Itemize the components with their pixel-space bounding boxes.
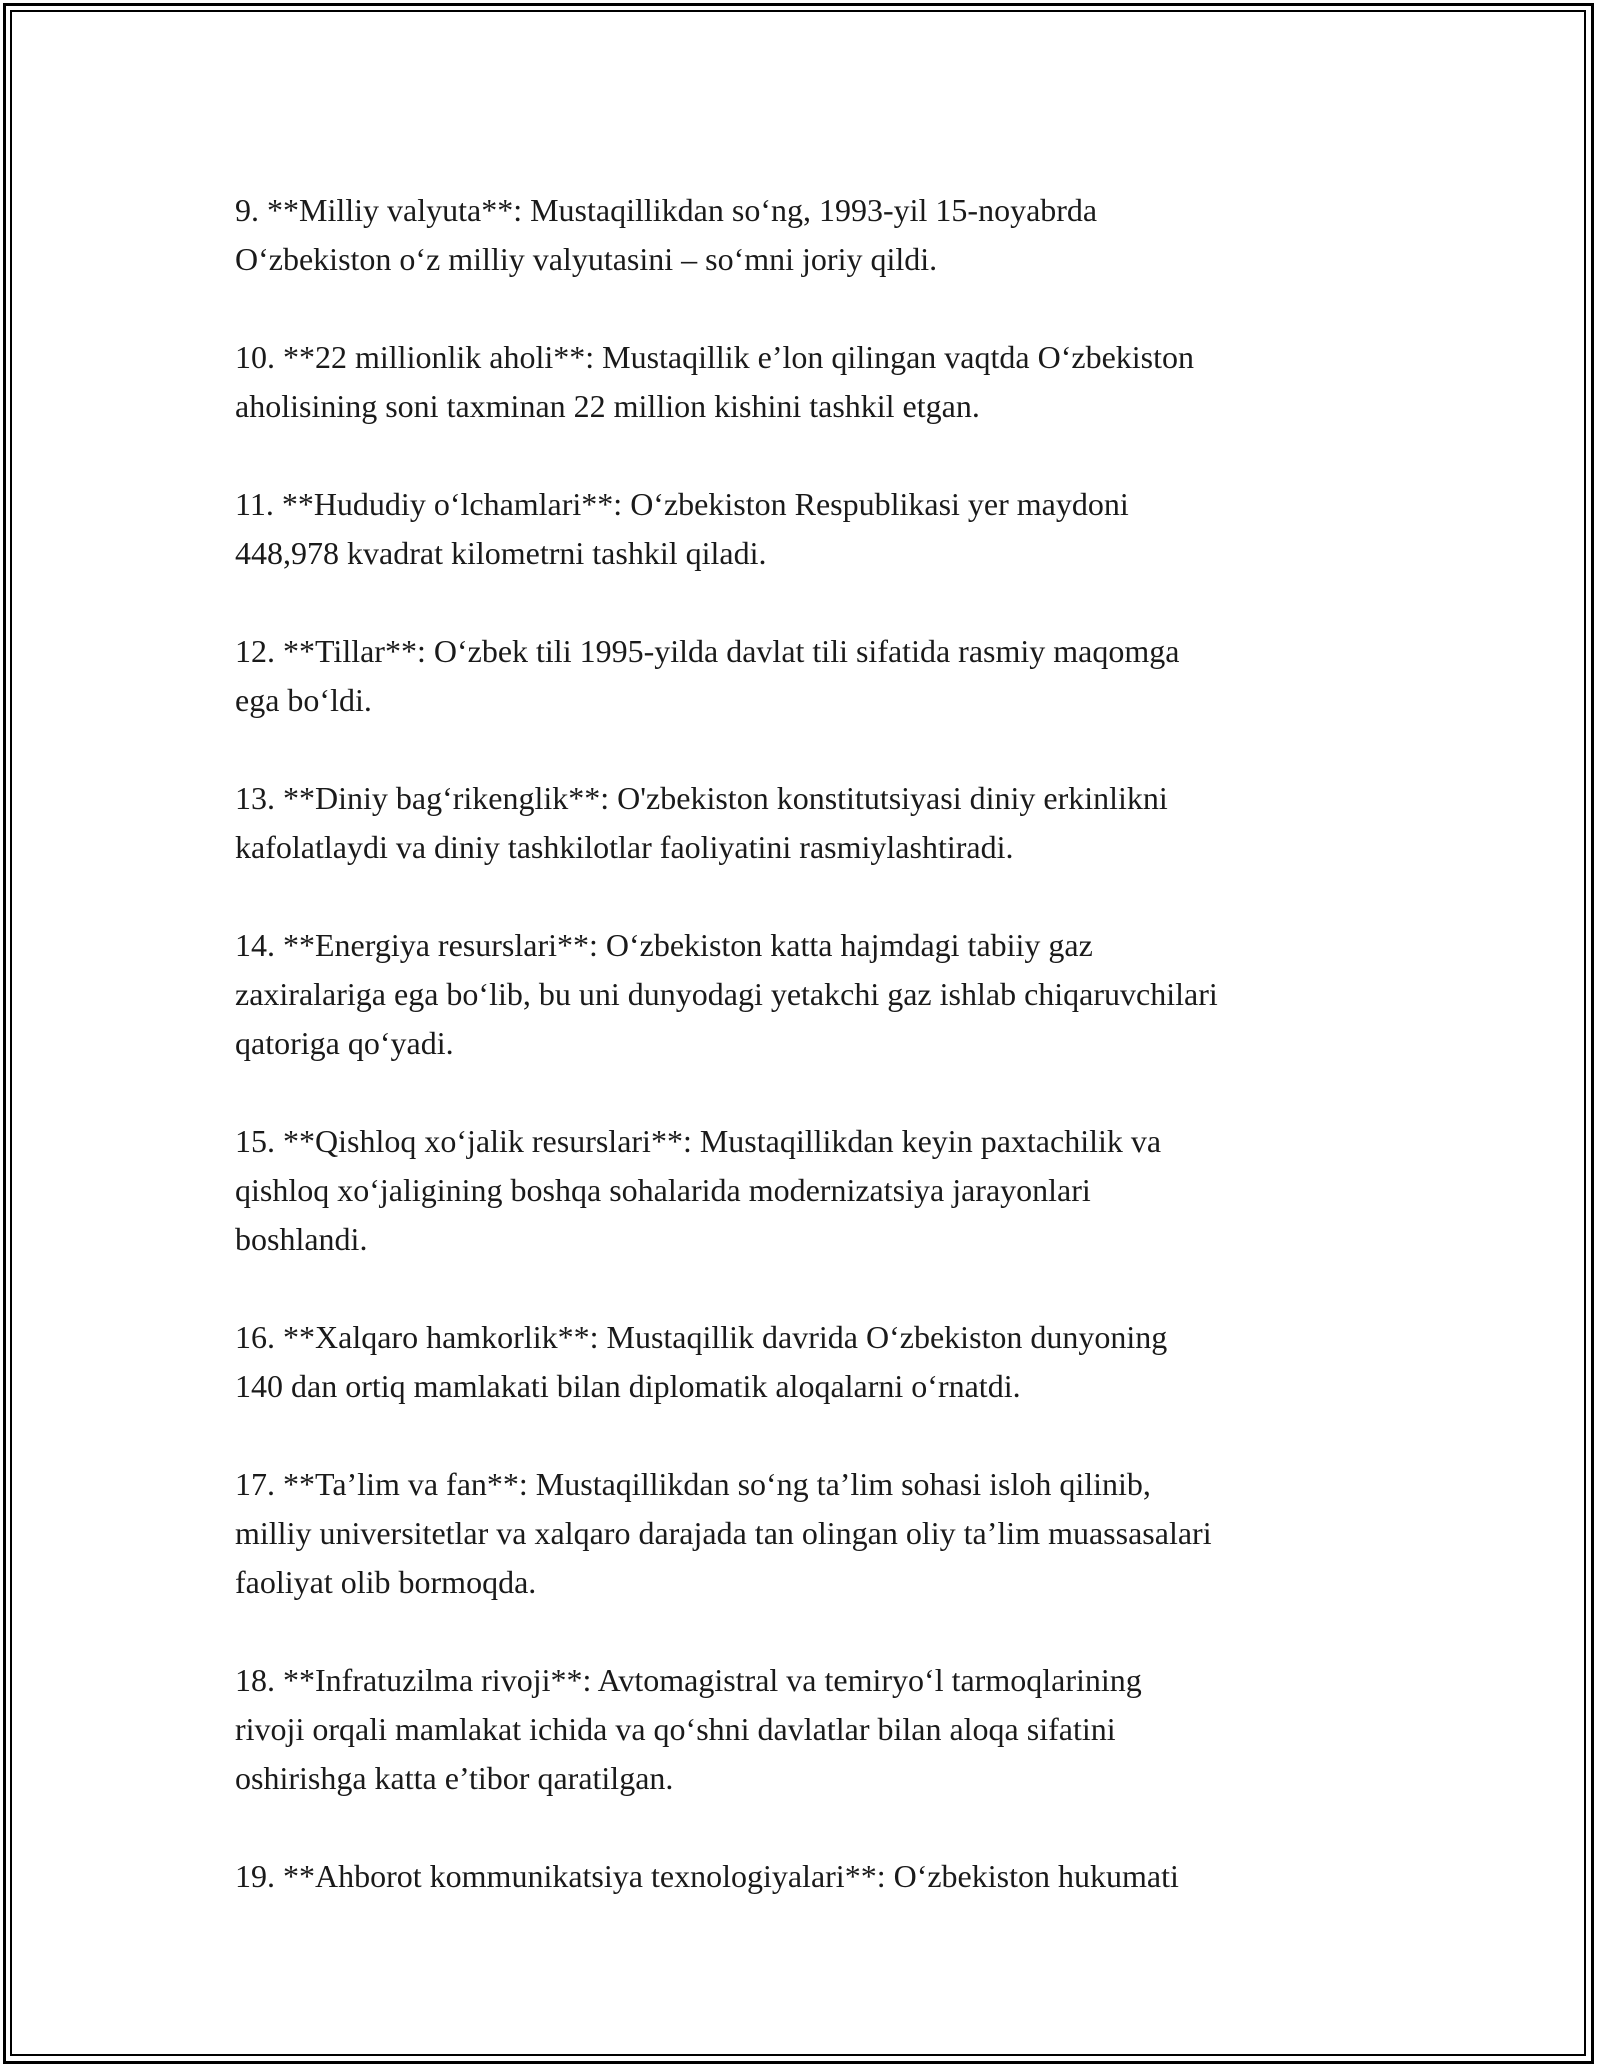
list-item-line: 19. **Ahborot kommunikatsiya texnologiyalari**: O‘zbekiston hukumati: [235, 1858, 1179, 1894]
document-body: [235, 186, 1385, 1901]
list-item: [235, 627, 1385, 725]
list-item-line: 12. **Tillar**: O‘zbek tili 1995-yilda davlat tili sifatida rasmiy maqomga: [235, 633, 1180, 669]
list-item-line: boshlandi.: [235, 1221, 368, 1257]
list-item: [235, 921, 1385, 1068]
list-item-line: 16. **Xalqaro hamkorlik**: Mustaqillik davrida O‘zbekiston dunyoning: [235, 1319, 1168, 1355]
list-item: [235, 186, 1385, 284]
list-item: [235, 480, 1385, 578]
list-item-line: 18. **Infratuzilma rivoji**: Avtomagistral va temiryo‘l tarmoqlarining: [235, 1662, 1142, 1698]
list-item: [235, 1117, 1385, 1264]
list-item: [235, 1313, 1385, 1411]
list-item-line: 17. **Ta’lim va fan**: Mustaqillikdan so‘ng ta’lim sohasi isloh qilinib,: [235, 1466, 1151, 1502]
list-item: [235, 1656, 1385, 1803]
list-item-line: qatoriga qo‘yadi.: [235, 1025, 454, 1061]
list-item-line: qishloq xo‘jaligining boshqa sohalarida modernizatsiya jarayonlari: [235, 1172, 1091, 1208]
list-item: [235, 333, 1385, 431]
list-item-line: 15. **Qishloq xo‘jalik resurslari**: Mustaqillikdan keyin paxtachilik va: [235, 1123, 1162, 1159]
list-item-line: kafolatlaydi va diniy tashkilotlar faoliyatini rasmiylashtiradi.: [235, 829, 1014, 865]
list-item: [235, 1852, 1385, 1901]
list-item-line: faoliyat olib bormoqda.: [235, 1564, 537, 1600]
list-item-line: milliy universitetlar va xalqaro darajada tan olingan oliy ta’lim muassasalari: [235, 1515, 1212, 1551]
list-item-line: 10. **22 millionlik aholi**: Mustaqillik e’lon qilingan vaqtda O‘zbekiston: [235, 339, 1194, 375]
list-item-line: O‘zbekiston o‘z milliy valyutasini – so‘mni joriy qildi.: [235, 241, 938, 277]
list-item: [235, 774, 1385, 872]
list-item-line: ega bo‘ldi.: [235, 682, 372, 718]
list-item-line: 14. **Energiya resurslari**: O‘zbekiston katta hajmdagi tabiiy gaz: [235, 927, 1093, 963]
list-item-line: zaxiralariga ega bo‘lib, bu uni dunyodagi yetakchi gaz ishlab chiqaruvchilari: [235, 976, 1218, 1012]
list-item-line: 11. **Hududiy o‘lchamlari**: O‘zbekiston Respublikasi yer maydoni: [235, 486, 1129, 522]
list-item-line: 140 dan ortiq mamlakati bilan diplomatik aloqalarni o‘rnatdi.: [235, 1368, 1021, 1404]
list-item-line: 9. **Milliy valyuta**: Mustaqillikdan so‘ng, 1993-yil 15-noyabrda: [235, 192, 1098, 228]
list-item-line: 13. **Diniy bag‘rikenglik**: O'zbekiston konstitutsiyasi diniy erkinlikni: [235, 780, 1168, 816]
list-item-line: aholisining soni taxminan 22 million kishini tashkil etgan.: [235, 388, 980, 424]
list-item: [235, 1460, 1385, 1607]
list-item-line: rivoji orqali mamlakat ichida va qo‘shni davlatlar bilan aloqa sifatini: [235, 1711, 1116, 1747]
list-item-line: 448,978 kvadrat kilometrni tashkil qiladi.: [235, 535, 767, 571]
list-item-line: oshirishga katta e’tibor qaratilgan.: [235, 1760, 674, 1796]
